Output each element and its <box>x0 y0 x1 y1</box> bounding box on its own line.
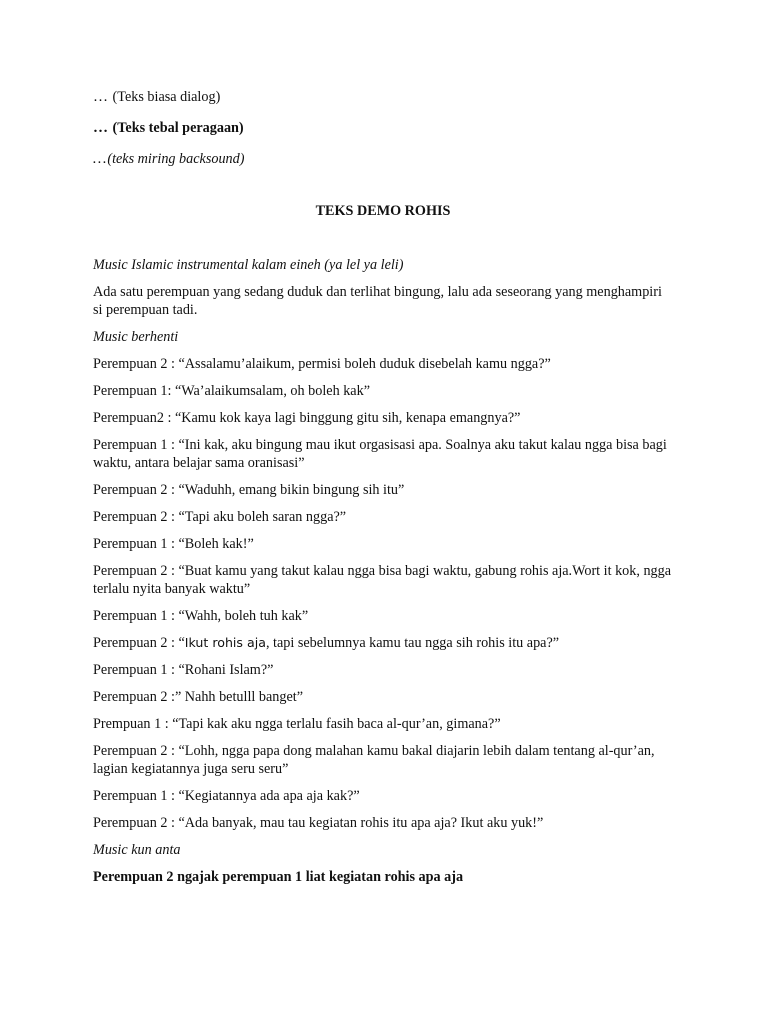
document-title: TEKS DEMO ROHIS <box>315 203 451 219</box>
dialogue-line: Perempuan 1: “Wa’alaikumsalam, oh boleh kak” <box>93 383 370 399</box>
dialogue-line: Perempuan 1 : “Ini kak, aku bingung mau ikut orgasisasi apa. Soalnya aku takut kalau ngga bisa bagi waktu, antara belajar sama oranisasi” <box>93 437 667 471</box>
dialogue-line: Perempuan 2 :” Nahh betulll banget” <box>93 689 303 705</box>
legend-mark: … <box>93 151 108 167</box>
legend-text: (teks miring backsound) <box>107 151 245 167</box>
legend-bold <box>93 119 673 137</box>
stage-direction-music: Music berhenti <box>93 329 179 345</box>
dialogue-line-mixed <box>93 634 673 652</box>
dialogue-sans-fragment: Ikut rohis aja <box>184 635 266 650</box>
dialogue-line: Perempuan 2 : “Lohh, ngga papa dong malahan kamu bakal diajarin lebih dalam tentang al-qur’an, lagian kegiatannya juga seru seru” <box>93 743 655 777</box>
legend-mark: … <box>93 89 109 105</box>
dialogue-line: Perempuan 1 : “Kegiatannya ada apa aja kak?” <box>93 788 360 804</box>
dialogue-line: Perempuan 2 : “Buat kamu yang takut kalau ngga bisa bagi waktu, gabung rohis aja.Wort it kok, ngga terlalu nyita banyak waktu” <box>93 563 672 597</box>
dialogue-line: Perempuan 1 : “Rohani Islam?” <box>93 662 274 678</box>
stage-direction-music: Music kun anta <box>93 842 181 858</box>
stage-direction-music: Music Islamic instrumental kalam eineh (ya lel ya leli) <box>93 257 404 273</box>
dialogue-line: Perempuan 2 : “Assalamu’alaikum, permisi boleh duduk disebelah kamu ngga?” <box>93 356 551 372</box>
dialogue-line: Perempuan 2 : “Waduhh, emang bikin bingung sih itu” <box>93 482 405 498</box>
dialogue-line: Perempuan 1 : “Wahh, boleh tuh kak” <box>93 608 309 624</box>
dialogue-rest: , tapi sebelumnya kamu tau ngga sih rohis itu apa?” <box>265 635 560 651</box>
stage-direction-action: Perempuan 2 ngajak perempuan 1 liat kegiatan rohis apa aja <box>93 869 464 885</box>
legend-text: (Teks tebal peragaan) <box>109 120 244 136</box>
narration: Ada satu perempuan yang sedang duduk dan terlihat bingung, lalu ada seseorang yang menghampiri si perempuan tadi. <box>93 284 662 318</box>
legend-italic <box>93 150 673 168</box>
dialogue-line: Prempuan 1 : “Tapi kak aku ngga terlalu fasih baca al-qur’an, gimana?” <box>93 716 501 732</box>
legend-normal <box>93 88 673 106</box>
dialogue-line: Perempuan 1 : “Boleh kak!” <box>93 536 254 552</box>
dialogue-line: Perempuan 2 : “Tapi aku boleh saran ngga?” <box>93 509 347 525</box>
dialogue-prefix: Perempuan 2 : “ <box>93 635 185 651</box>
document-page <box>93 88 673 895</box>
dialogue-line: Perempuan 2 : “Ada banyak, mau tau kegiatan rohis itu apa aja? Ikut aku yuk!” <box>93 815 544 831</box>
dialogue-line: Perempuan2 : “Kamu kok kaya lagi binggung gitu sih, kenapa emangnya?” <box>93 410 521 426</box>
legend-mark: … <box>93 120 109 136</box>
legend-text: (Teks biasa dialog) <box>109 89 221 105</box>
